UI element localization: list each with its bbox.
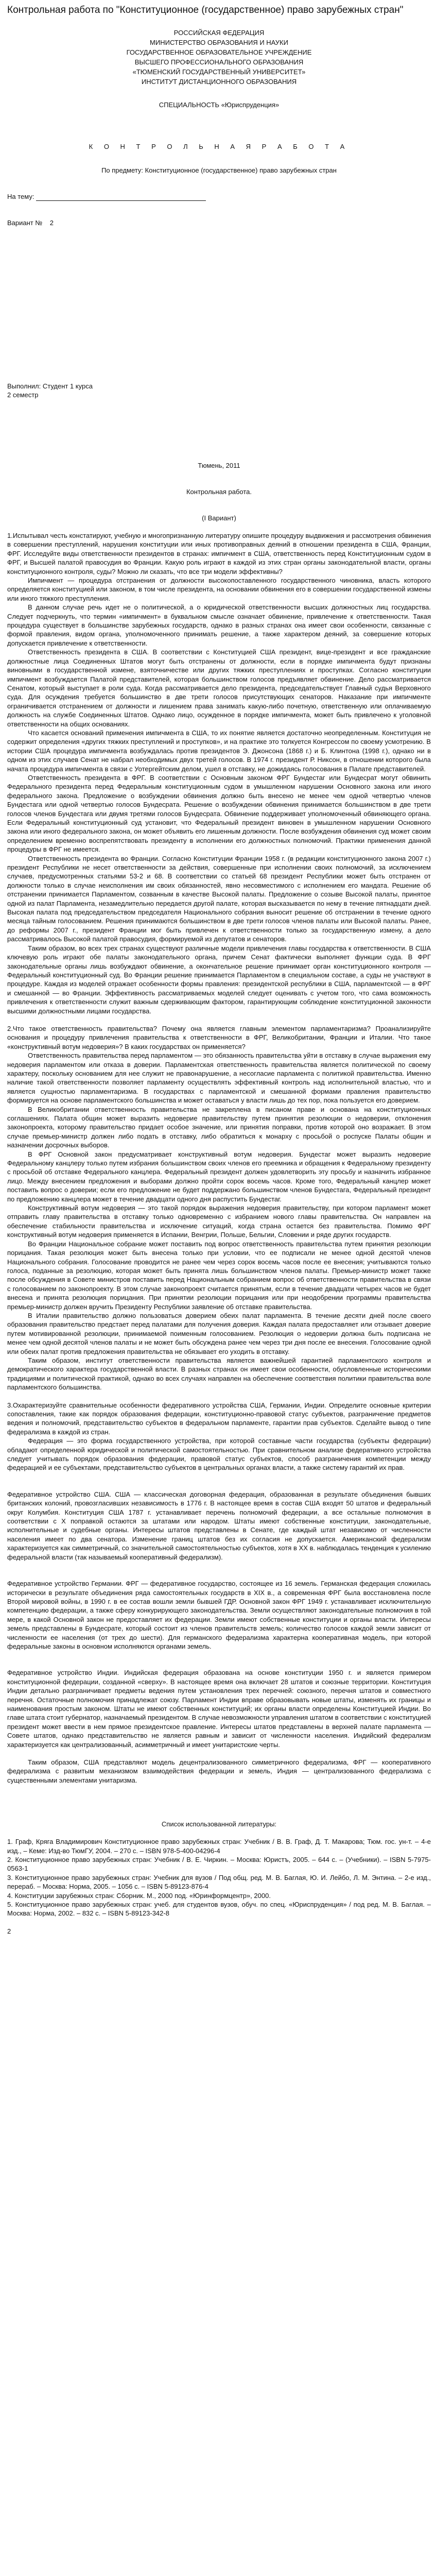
- section-title: Контрольная работа.: [186, 488, 252, 496]
- reference-item: 3. Конституционное право зарубежных стран: Учебник для вузов / Под общ. ред. М. В. Баглая, Ю. И. Лейбо, Л. М. Энтина. – 2-е изд., перераб. – Москва: Норма, 2005. – 1056 с. – ISBN 5-89123-876-4: [7, 1873, 431, 1891]
- specialty: СПЕЦИАЛЬНОСТЬ «Юриспруденция»: [159, 101, 280, 109]
- body-paragraph: Во Франции Национальное собрание может поставить под вопрос ответственность правительства путем принятия резолюции порицания. Такая резолюция может быть внесена только при условии, что ее подписали не менее одной десятой членов Национального собрания. Голосование проводится не ранее чем через сорок восемь часов после ее внесения; учитываются только голоса, поданные за резолюцию, которая может быть принята лишь большинством членов палаты. Премьер-министр может также после обсуждения в Совете министров поставить перед Национальным собранием вопрос об ответственности правительства в связи с голосованием по законопроекту. В этом случае законопроект считается принятым, если в течение двадцати четырех часов не будет внесена и принята резолюция порицания. При принятии резолюции порицания или при неодобрении программы правительства премьер-министр должен вручить Президенту Республики заявление об отставке правительства.: [7, 1240, 431, 1311]
- question-paragraph: 3.Охарактеризуйте сравнительные особенности федеративного устройства США, Германии, Индии. Определите основные критерии сопоставления, такие как порядок образования федерации, конституционно-правовой статус субъектов, разграничение предметов ведения и полномочий, представительство субъектов в федеральном парламенте, гарантии прав субъектов. Сделайте вывод о типе федерализма в каждой из стран.: [7, 1401, 431, 1436]
- reference-item: 2. Конституционное право зарубежных стран: Учебник / В. Е. Чиркин. – Москва: Юристъ, 2005. – 644 с. – (Учебники). – ISBN 5-7975-0563-1: [7, 1856, 431, 1873]
- body-paragraph: Таким образом, США представляют модель децентрализованного симметричного федерализма, ФРГ — кооперативного федерализма с развитым механизмом взаимодействия федерации и земель, Индия — централизованного федерализма с существенными элементами унитаризма.: [7, 1758, 431, 1784]
- topic-label: На тему:: [7, 193, 34, 200]
- subject-line: По предмету: Конституционное (государственное) право зарубежных стран: [101, 166, 337, 174]
- body-text: [7, 531, 431, 1785]
- question-paragraph: 2.Что такое ответственность правительства? Почему она является главным элементом парламентаризма? Проанализируйте основания и процедуру привлечения правительства к ответственности в ФРГ, Великобритании, Франции и Италии. Что такое «конструктивный вотум недоверия»? В каких государствах он применяется?: [7, 1024, 431, 1050]
- body-paragraph: Федеративное устройство Германии. ФРГ — федеративное государство, состоящее из 16 земель. Германская федерация сложилась исторически в результате объединения ряда самостоятельных государств в XIX в., а современная ФРГ была восстановлена после Второй мировой войны, в 1990 г. в ее состав вошли земли бывшей ГДР. Основной закон ФРГ 1949 г. устанавливает исключительную компетенцию федерации, а также сферу конкурирующего законодательства. Земли осуществляют законодательные полномочия в той мере, в какой Основной закон не предоставляет их федерации. Земли имеют собственные конституции и органы власти. Интересы земель представлены в Бундесрате, который состоит из членов правительств земель; количество голосов каждой земли зависит от численности ее населения (от трех до шести). Для германского федерализма характерна кооперативная модель, при которой федеральные законы в основном исполняются органами земель.: [7, 1580, 431, 1650]
- variant-heading: (I Вариант): [202, 514, 236, 522]
- references-list: [7, 1837, 431, 1918]
- kontrol-heading: К О Н Т Р О Л Ь Н А Я Р А Б О Т А: [89, 143, 350, 150]
- reference-item: 5. Конституционное право зарубежных стран: учеб. для студентов вузов, обуч. по спец. «Юриспруденция» / под ред. М. В. Баглая. – Москва: Норма, 2002. – 832 с. – ISBN 5-89123-342-8: [7, 1901, 431, 1918]
- topic-blank: [36, 193, 206, 201]
- variant-value: 2: [49, 219, 54, 227]
- body-paragraph: Федеративное устройство США. США — классическая договорная федерация, образованная в результате объединения бывших британских колоний, провозгласивших независимость в 1776 г. В настоящее время в состав США входят 50 штатов и федеральный округ Колумбия. Конституция США 1787 г. устанавливает перечень полномочий федерации, а все остальные полномочия в соответствии с X поправкой остаются за штатами или народом. Штаты имеют собственные конституции, законодательные, исполнительные и судебные органы. Интересы штатов представлены в Сенате, где каждый штат независимо от численности населения имеет по два сенатора. Изменение границ штатов без их согласия не допускается. Американский федерализм характеризуется как симметричный, со значительной самостоятельностью субъектов, хотя в XX в. наблюдалась тенденция к усилению федеральной власти (так называемый кооперативный федерализм).: [7, 1490, 431, 1561]
- performer-line: Выполнил: Студент 1 курса: [7, 382, 93, 390]
- body-paragraph: Что касается оснований применения импичмента в США, то их понятие является достаточно неопределенным. Конституция не содержит определения «других тяжких преступлений и проступков», и на практике это толкуется Конгрессом по своему усмотрению. В истории США процедура импичмента возбуждалась против президентов Э. Джонсона (1868 г.) и Б. Клинтона (1998 г.), однако ни в одном из этих случаев Сенат не набрал необходимых двух третей голосов. В 1974 г. президент Р. Никсон, в отношении которого была начата процедура импичмента в связи с Уотергейтским делом, ушел в отставку, не дожидаясь голосования в Палате представителей.: [7, 728, 431, 773]
- references-heading: Список использованной литературы:: [161, 1820, 277, 1828]
- header-line: РОССИЙСКАЯ ФЕДЕРАЦИЯ: [173, 29, 265, 37]
- body-paragraph: Федеративное устройство Индии. Индийская федерация образована на основе конституции 1950 г. и является примером конституционной федерации, созданной «сверху». В настоящее время она включает 28 штатов и союзные территории. Конституция Индии детально разграничивает предметы ведения путем установления трех перечней: союзного, перечня штатов и совместного перечня. Остаточные полномочия принадлежат союзу. Парламент Индии вправе образовывать новые штаты, изменять их границы и наименования простым законом. Штаты не имеют собственных конституций; их органы власти определены Конституцией Индии. Во главе штата стоит губернатор, назначаемый президентом. В случае невозможности управления штатом в соответствии с конституцией президент может ввести в нем прямое президентское правление. Интересы штатов представлены в верхней палате парламента — Совете штатов, однако представительство не является равным и зависит от численности населения. Индийский федерализм характеризуется как централизованный, асимметричный и имеет унитаристские черты.: [7, 1669, 431, 1749]
- body-paragraph: Ответственность президента во Франции. Согласно Конституции Франции 1958 г. (в редакции конституционного закона 2007 г.) президент Республики не несет ответственности за действия, совершенные при исполнении своих полномочий, за исключением случаев, предусмотренных статьями 53-2 и 68. В соответствии со статьей 68 президент Республики может быть отстранен от должности только в случае неисполнения им своих обязанностей, явно несовместимого с исполнением его мандата. Решение об отстранении принимается Парламентом, созванным в качестве Высокой палаты. Предложение о созыве Высокой палаты, принятое одной из палат Парламента, незамедлительно передается другой палате, которая высказывается по нему в течение пятнадцати дней. Высокая палата под председательством председателя Национального собрания выносит решение об отстранении в течение одного месяца тайным голосованием. Решения принимаются большинством в две трети голосов членов палаты или Высокой палаты. Ранее, до реформы 2007 г., президент Франции мог быть привлечен к ответственности только за государственную измену, а дело рассматривалось Высокой палатой правосудия, формируемой из депутатов и сенаторов.: [7, 854, 431, 943]
- body-paragraph: Ответственность президента в ФРГ. В соответствии с Основным законом ФРГ Бундестаг или Бундесрат могут обвинить Федерального президента перед Федеральным конституционным судом в умышленном нарушении Основного закона или иного федерального закона. Предложение о возбуждении обвинения должно быть внесено не менее чем одной четвертью членов Бундестага или одной четвертью голосов Бундесрата. Решение о возбуждении обвинения принимается большинством в две трети голосов членов Бундестага или двумя третями голосов Бундесрата. Обвинение поддерживает уполномоченный обвиняющего органа. Если Федеральный конституционный суд установит, что Федеральный президент виновен в умышленном нарушении Основного закона или иного федерального закона, он может объявить его лишенным должности. После возбуждения обвинения суд может своим определением временно воспрепятствовать президенту в исполнении его должностных полномочий. Практики применения данной процедуры в ФРГ не имеется.: [7, 773, 431, 854]
- city-year: Тюмень, 2011: [198, 462, 240, 469]
- header-line: ВЫСШЕГО ПРОФЕССИОНАЛЬНОГО ОБРАЗОВАНИЯ: [134, 58, 304, 66]
- header-line: МИНИСТЕРСТВО ОБРАЗОВАНИЯ И НАУКИ: [150, 39, 288, 46]
- body-paragraph: В Великобритании ответственность правительства не закреплена в писаном праве и основана на конституционных соглашениях. Палата общин может выразить недоверие правительству путем принятия резолюции о недоверии, отклонения законопроекта, которому правительство придает особое значение, или принятия поправки, против которой оно возражает. В этом случае премьер-министр должен либо подать в отставку, либо обратиться к монарху с просьбой о роспуске Палаты общин и назначении досрочных выборов.: [7, 1105, 431, 1149]
- body-paragraph: Конструктивный вотум недоверия — это такой порядок выражения недоверия правительству, при котором парламент может отправить главу правительства в отставку только одновременно с избранием нового главы правительства. Он направлен на обеспечение стабильности правительства и исключение ситуаций, когда страна остается без правительства. Помимо ФРГ конструктивный вотум недоверия применяется в Испании, Венгрии, Польше, Бельгии, Словении и ряде других государств.: [7, 1204, 431, 1239]
- body-paragraph: Федерация — это форма государственного устройства, при которой составные части государства (субъекты федерации) обладают определенной юридической и политической самостоятельностью. При сравнительном анализе федеративного устройства следует учитывать порядок образования федерации, правовой статус субъектов, способ разграничения компетенции между федерацией и ее субъектами, представительство субъектов в центральных органах власти, а также систему гарантий их прав.: [7, 1437, 431, 1472]
- variant-label: Вариант №: [7, 219, 43, 227]
- body-paragraph: Таким образом, институт ответственности правительства является важнейшей гарантией парламентского контроля и демократического характера государственной власти. В разных странах он имеет свои особенности, обусловленные историческими традициями и политической практикой, однако во всех случаях направлен на обеспечение соответствия политики правительства воле парламентского большинства.: [7, 1356, 431, 1392]
- document-title: Контрольная работа по "Конституционное (государственное) право зарубежных стран": [7, 5, 404, 15]
- body-paragraph: Ответственность правительства перед парламентом — это обязанность правительства уйти в отставку в случае выражения ему недоверия парламентом или отказа в доверии. Парламентская ответственность правительства является политической по своему характеру, поскольку основанием для нее служит не правонарушение, а несогласие парламента с политикой правительства. Именно наличие такой ответственности позволяет парламенту осуществлять эффективный контроль над исполнительной властью, что и является сущностью парламентаризма. В государствах с парламентской и смешанной формами правления правительство формируется на основе парламентского большинства и может оставаться у власти лишь до тех пор, пока пользуется его доверием.: [7, 1052, 431, 1105]
- variant-line: [7, 218, 431, 227]
- reference-item: 4. Конституции зарубежных стран: Сборник. М., 2000 под. «Юринформцентр», 2000.: [7, 1891, 271, 1900]
- header-line: «ТЮМЕНСКИЙ ГОСУДАРСТВЕННЫЙ УНИВЕРСИТЕТ»: [132, 68, 306, 76]
- reference-item: 1. Граф, Кряга Владимирович Конституционное право зарубежных стран: Учебник / В. В. Граф, Д. Т. Макарова; Тюм. гос. ун-т. – 4-е изд., – Кеме: Изд-во ТюмГУ, 2004. – 270 с. – ISBN 978-5-400-04296-4: [7, 1838, 431, 1855]
- title-page-header: [7, 28, 431, 87]
- semester-line: 2 семестр: [7, 391, 39, 399]
- header-line: ГОСУДАРСТВЕННОЕ ОБРАЗОВАТЕЛЬНОЕ УЧРЕЖДЕНИЕ: [126, 48, 312, 56]
- topic-line: [7, 192, 431, 201]
- body-paragraph: Ответственность президента в США. В соответствии с Конституцией США президент, вице-президент и все гражданские должностные лица Соединенных Штатов могут быть отстранены от должности, если в порядке импичмента будут признаны виновными в государственной измене, взяточничестве или других тяжких преступлениях и проступках. Согласно конституции импичмент возбуждается Палатой представителей, которая большинством голосов предъявляет обвинение. Дело рассматривается Сенатом, который выступает в роли суда. Когда рассматривается дело президента, председательствует Главный судья Верховного суда. Для осуждения требуется большинство в две трети голосов присутствующих сенаторов. Наказание при импичменте ограничивается отстранением от должности и лишением права занимать какую-либо почетную, ответственную или оплачиваемую должность на службе Соединенных Штатов. Однако лицо, осужденное в порядке импичмента, может быть привлечено к уголовной ответственности на общих основаниях.: [7, 648, 431, 728]
- body-paragraph: Импичмент — процедура отстранения от должности высокопоставленного государственного чиновника, власть которого определяется конституцией или законом, в том числе президента, на основании обвинения его в совершении государственной измены или иного тяжкого преступления.: [7, 577, 431, 602]
- header-line: ИНСТИТУТ ДИСТАНЦИОННОГО ОБРАЗОВАНИЯ: [141, 78, 297, 86]
- question-paragraph: 1.Испытывал честь констатируют, учебную и многопризнанную литературу опишите процедуру выдвижения и рассмотрения обвинения в совершении преступлений, нарушения конституции или иных противоправных деяний в отношении президента в США, Франции, ФРГ. Исследуйте виды ответственности президентов в странах: импичмент в США, ответственность перед Конституционным судом в ФРГ, и Высшей палатой правосудия во Франции. Какую роль играют в каждой из этих стран органы законодательной власти, органы конституционного контроля, суды? Можно ли сказать, что все три модели эффективны?: [7, 532, 431, 575]
- body-paragraph: Таким образом, во всех трех странах существуют различные модели привлечения главы государства к ответственности. В США ключевую роль играют обе палаты законодательного органа, причем Сенат фактически выполняет функции суда. В ФРГ законодательные органы лишь возбуждают обвинение, а окончательное решение принимает орган конституционного контроля — Федеральный конституционный суд. Во Франции решение принимается Парламентом в специальном составе, а суды не участвуют в процедуре. Каждая из моделей отражает особенности формы правления: президентской республики в США, парламентской — в ФРГ и смешанной — во Франции. Эффективность рассматриваемых моделей следует оценивать с учетом того, что сама возможность привлечения к ответственности служит важным сдерживающим фактором, гарантирующим соблюдение конституционной законности высшими должностными лицами государства.: [7, 944, 431, 1015]
- page-number: 2: [7, 1927, 11, 1935]
- body-paragraph: В ФРГ Основной закон предусматривает конструктивный вотум недоверия. Бундестаг может выразить недоверие Федеральному канцлеру только путем избрания большинством своих членов его преемника и обращения к Федеральному президенту с просьбой об отставке Федерального канцлера. Федеральный президент должен удовлетворить эту просьбу и назначить избранное лицо. Между внесением предложения и выборами должно пройти сорок восемь часов. Кроме того, Федеральный канцлер может поставить вопрос о доверии; если его предложение не будет поддержано большинством членов Бундестага, Федеральный президент по предложению канцлера может в течение двадцати одного дня распустить Бундестаг.: [7, 1150, 431, 1203]
- body-paragraph: В Италии правительство должно пользоваться доверием обеих палат парламента. В течение десяти дней после своего образования правительство предстает перед палатами для получения доверия. Каждая палата предоставляет или отзывает доверие путем мотивированной резолюции, принимаемой поименным голосованием. Резолюция о недоверии должна быть подписана не менее чем одной десятой членов палаты и не может быть обсуждена ранее чем через три дня после ее внесения. Голосование одной или обеих палат против предложения правительства не обязывает его уходить в отставку.: [7, 1311, 431, 1355]
- body-paragraph: В данном случае речь идет не о политической, а о юридической ответственности высших должностных лиц государства. Следует подчеркнуть, что термин «импичмент» в буквальном смысле означает обвинение, привлечение к ответственности. Такая процедура существует в большинстве зарубежных государств, однако в разных странах она имеет свои особенности, связанные с формой правления, видом органа, уполномоченного принимать решение, а также характером деяний, за совершение которых допускается привлечение к ответственности.: [7, 603, 431, 647]
